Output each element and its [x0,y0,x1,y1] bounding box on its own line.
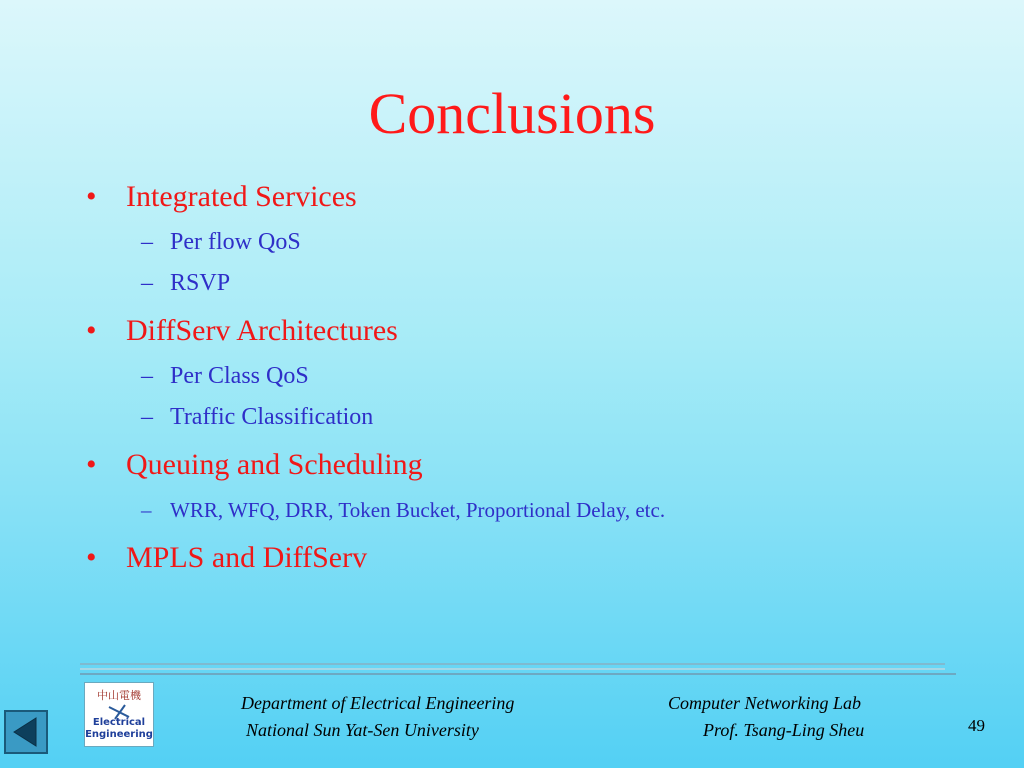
bullet-marker: • [86,180,97,213]
sub-text: WRR, WFQ, DRR, Token Bucket, Proportional Delay, etc. [170,498,666,522]
footer-divider [80,673,956,675]
sub-item [86,402,986,432]
back-button[interactable] [4,710,48,754]
bullet-item [86,539,986,577]
sub-marker: – [141,229,153,255]
sub-marker: – [141,270,153,296]
university-logo [84,682,154,747]
bullet-marker: • [86,314,97,347]
bullet-list [86,178,986,577]
footer-divider [80,668,945,670]
sub-marker: – [141,404,153,430]
bullet-text: Integrated Services [126,180,357,213]
bullet-text: MPLS and DiffServ [126,541,368,574]
sub-item [86,361,986,391]
bullet-marker: • [86,541,97,574]
footer-university: National Sun Yat-Sen University [246,720,479,740]
sub-marker: – [141,498,152,522]
bullet-marker: • [86,448,97,481]
footer-divider [80,663,945,665]
university-logo-icon [85,683,153,746]
sub-item [86,495,986,525]
sub-text: RSVP [170,270,231,296]
svg-text:Electrical: Electrical [92,717,146,728]
back-arrow-icon [6,712,46,752]
slide-title: Conclusions [368,81,656,146]
sub-item [86,227,986,257]
bullet-item [86,178,986,216]
bullet-text: DiffServ Architectures [126,314,398,347]
sub-marker: – [141,363,153,389]
sub-item [86,268,986,298]
footer-department: Department of Electrical Engineering [241,693,515,713]
footer-lab: Computer Networking Lab [668,693,862,713]
svg-text:Engineering: Engineering [85,729,153,740]
bullet-item [86,446,986,484]
bullet-text: Queuing and Scheduling [126,448,423,481]
sub-text: Traffic Classification [170,404,374,430]
footer-professor: Prof. Tsang-Ling Sheu [703,720,865,740]
page-number: 49 [968,716,985,735]
svg-text:中山電機: 中山電機 [97,689,141,702]
sub-text: Per Class QoS [170,363,309,389]
bullet-item [86,312,986,350]
sub-text: Per flow QoS [170,229,301,255]
